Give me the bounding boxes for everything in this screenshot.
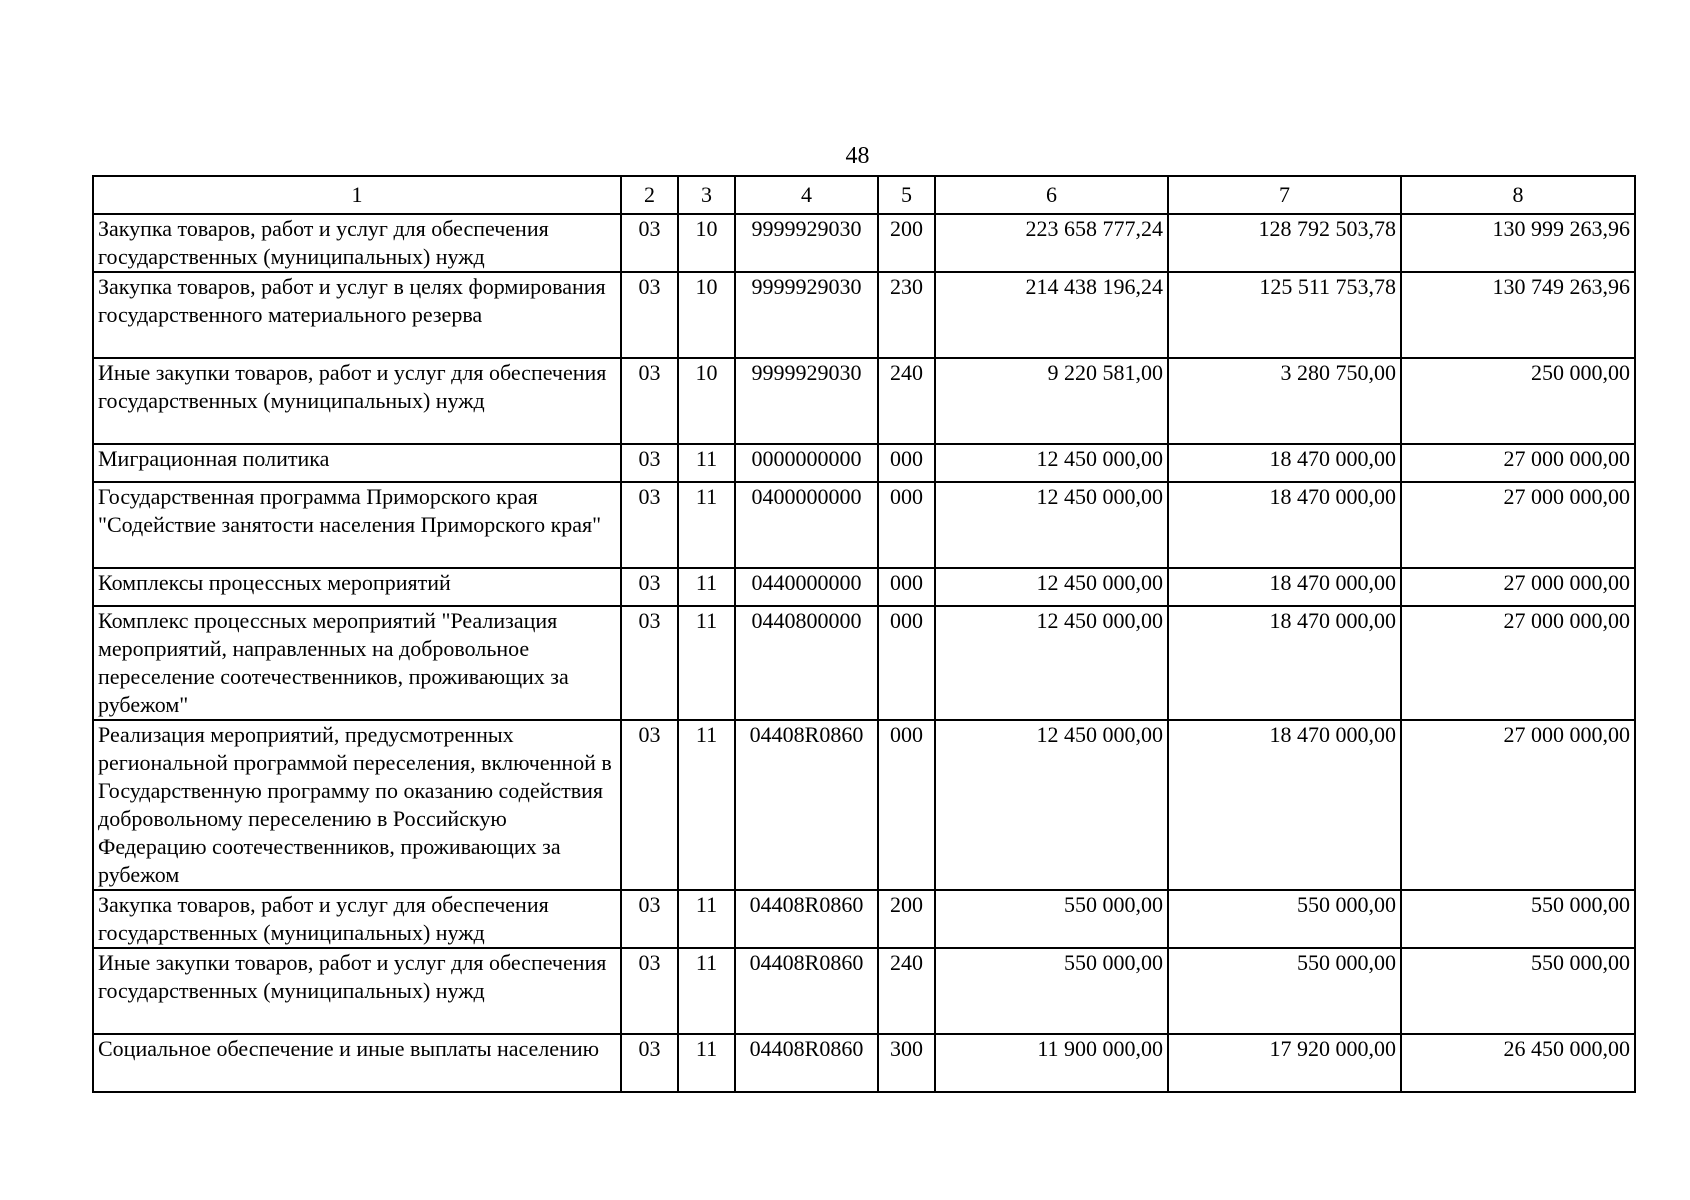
column-header-7: 7 [1168, 176, 1401, 214]
expense-type-code: 200 [878, 214, 935, 272]
amount-col-6: 223 658 777,24 [935, 214, 1168, 272]
subsection-code: 10 [678, 214, 735, 272]
amount-col-6: 12 450 000,00 [935, 720, 1168, 890]
target-article-code: 0440800000 [735, 606, 878, 720]
expense-type-code: 000 [878, 482, 935, 568]
section-code: 03 [621, 272, 678, 358]
target-article-code: 0440000000 [735, 568, 878, 606]
table-row [93, 948, 1635, 1034]
budget-table [92, 175, 1636, 1093]
amount-col-8: 250 000,00 [1401, 358, 1635, 444]
amount-col-8: 27 000 000,00 [1401, 568, 1635, 606]
column-header-3: 3 [678, 176, 735, 214]
table-header-row [93, 176, 1635, 214]
amount-col-8: 27 000 000,00 [1401, 444, 1635, 482]
section-code: 03 [621, 1034, 678, 1092]
table-row [93, 890, 1635, 948]
table-row [93, 272, 1635, 358]
amount-col-6: 12 450 000,00 [935, 606, 1168, 720]
amount-col-6: 550 000,00 [935, 948, 1168, 1034]
row-name: Реализация мероприятий, предусмотренных региональной программой переселения, включенной в Государственную программу по оказанию содействия добровольному переселению в Российскую Федерацию соотечественников, проживающих за рубежом [93, 720, 621, 890]
target-article-code: 9999929030 [735, 358, 878, 444]
amount-col-6: 9 220 581,00 [935, 358, 1168, 444]
target-article-code: 04408R0860 [735, 1034, 878, 1092]
amount-col-7: 550 000,00 [1168, 890, 1401, 948]
row-name: Иные закупки товаров, работ и услуг для обеспечения государственных (муниципальных) нужд [93, 358, 621, 444]
subsection-code: 11 [678, 890, 735, 948]
amount-col-8: 130 999 263,96 [1401, 214, 1635, 272]
page-number: 48 [845, 143, 870, 169]
section-code: 03 [621, 606, 678, 720]
row-name: Социальное обеспечение и иные выплаты населению [93, 1034, 621, 1092]
subsection-code: 11 [678, 444, 735, 482]
amount-col-6: 550 000,00 [935, 890, 1168, 948]
target-article-code: 0000000000 [735, 444, 878, 482]
row-name: Государственная программа Приморского края "Содействие занятости населения Приморского края" [93, 482, 621, 568]
amount-col-7: 550 000,00 [1168, 948, 1401, 1034]
table-row [93, 606, 1635, 720]
subsection-code: 10 [678, 272, 735, 358]
amount-col-8: 130 749 263,96 [1401, 272, 1635, 358]
column-header-2: 2 [621, 176, 678, 214]
target-article-code: 0400000000 [735, 482, 878, 568]
subsection-code: 11 [678, 568, 735, 606]
column-header-6: 6 [935, 176, 1168, 214]
subsection-code: 11 [678, 482, 735, 568]
expense-type-code: 230 [878, 272, 935, 358]
table-row [93, 444, 1635, 482]
section-code: 03 [621, 482, 678, 568]
row-name: Закупка товаров, работ и услуг в целях формирования государственного материального резерва [93, 272, 621, 358]
row-name: Закупка товаров, работ и услуг для обеспечения государственных (муниципальных) нужд [93, 890, 621, 948]
section-code: 03 [621, 720, 678, 890]
subsection-code: 11 [678, 1034, 735, 1092]
amount-col-6: 12 450 000,00 [935, 444, 1168, 482]
expense-type-code: 240 [878, 948, 935, 1034]
table-row [93, 214, 1635, 272]
amount-col-7: 17 920 000,00 [1168, 1034, 1401, 1092]
amount-col-8: 27 000 000,00 [1401, 482, 1635, 568]
amount-col-7: 3 280 750,00 [1168, 358, 1401, 444]
amount-col-7: 125 511 753,78 [1168, 272, 1401, 358]
column-header-5: 5 [878, 176, 935, 214]
subsection-code: 11 [678, 606, 735, 720]
section-code: 03 [621, 444, 678, 482]
amount-col-8: 550 000,00 [1401, 890, 1635, 948]
section-code: 03 [621, 568, 678, 606]
amount-col-6: 12 450 000,00 [935, 568, 1168, 606]
expense-type-code: 240 [878, 358, 935, 444]
section-code: 03 [621, 890, 678, 948]
row-name: Закупка товаров, работ и услуг для обеспечения государственных (муниципальных) нужд [93, 214, 621, 272]
subsection-code: 11 [678, 720, 735, 890]
section-code: 03 [621, 358, 678, 444]
target-article-code: 04408R0860 [735, 720, 878, 890]
table-row [93, 358, 1635, 444]
target-article-code: 9999929030 [735, 214, 878, 272]
table-row [93, 568, 1635, 606]
amount-col-7: 18 470 000,00 [1168, 444, 1401, 482]
column-header-4: 4 [735, 176, 878, 214]
expense-type-code: 000 [878, 720, 935, 890]
section-code: 03 [621, 214, 678, 272]
column-header-8: 8 [1401, 176, 1635, 214]
amount-col-7: 18 470 000,00 [1168, 720, 1401, 890]
expense-type-code: 000 [878, 568, 935, 606]
row-name: Комплексы процессных мероприятий [93, 568, 621, 606]
amount-col-7: 18 470 000,00 [1168, 606, 1401, 720]
amount-col-7: 18 470 000,00 [1168, 568, 1401, 606]
expense-type-code: 300 [878, 1034, 935, 1092]
expense-type-code: 000 [878, 444, 935, 482]
amount-col-7: 18 470 000,00 [1168, 482, 1401, 568]
table-row [93, 1034, 1635, 1092]
row-name: Иные закупки товаров, работ и услуг для обеспечения государственных (муниципальных) нужд [93, 948, 621, 1034]
amount-col-6: 11 900 000,00 [935, 1034, 1168, 1092]
amount-col-6: 214 438 196,24 [935, 272, 1168, 358]
amount-col-8: 26 450 000,00 [1401, 1034, 1635, 1092]
table-row [93, 720, 1635, 890]
amount-col-7: 128 792 503,78 [1168, 214, 1401, 272]
target-article-code: 04408R0860 [735, 948, 878, 1034]
section-code: 03 [621, 948, 678, 1034]
subsection-code: 10 [678, 358, 735, 444]
column-header-1: 1 [93, 176, 621, 214]
amount-col-8: 27 000 000,00 [1401, 606, 1635, 720]
row-name: Миграционная политика [93, 444, 621, 482]
row-name: Комплекс процессных мероприятий "Реализация мероприятий, направленных на добровольное переселение соотечественников, проживающих за рубежом" [93, 606, 621, 720]
table-row [93, 482, 1635, 568]
expense-type-code: 000 [878, 606, 935, 720]
amount-col-8: 27 000 000,00 [1401, 720, 1635, 890]
amount-col-8: 550 000,00 [1401, 948, 1635, 1034]
target-article-code: 04408R0860 [735, 890, 878, 948]
subsection-code: 11 [678, 948, 735, 1034]
target-article-code: 9999929030 [735, 272, 878, 358]
expense-type-code: 200 [878, 890, 935, 948]
amount-col-6: 12 450 000,00 [935, 482, 1168, 568]
